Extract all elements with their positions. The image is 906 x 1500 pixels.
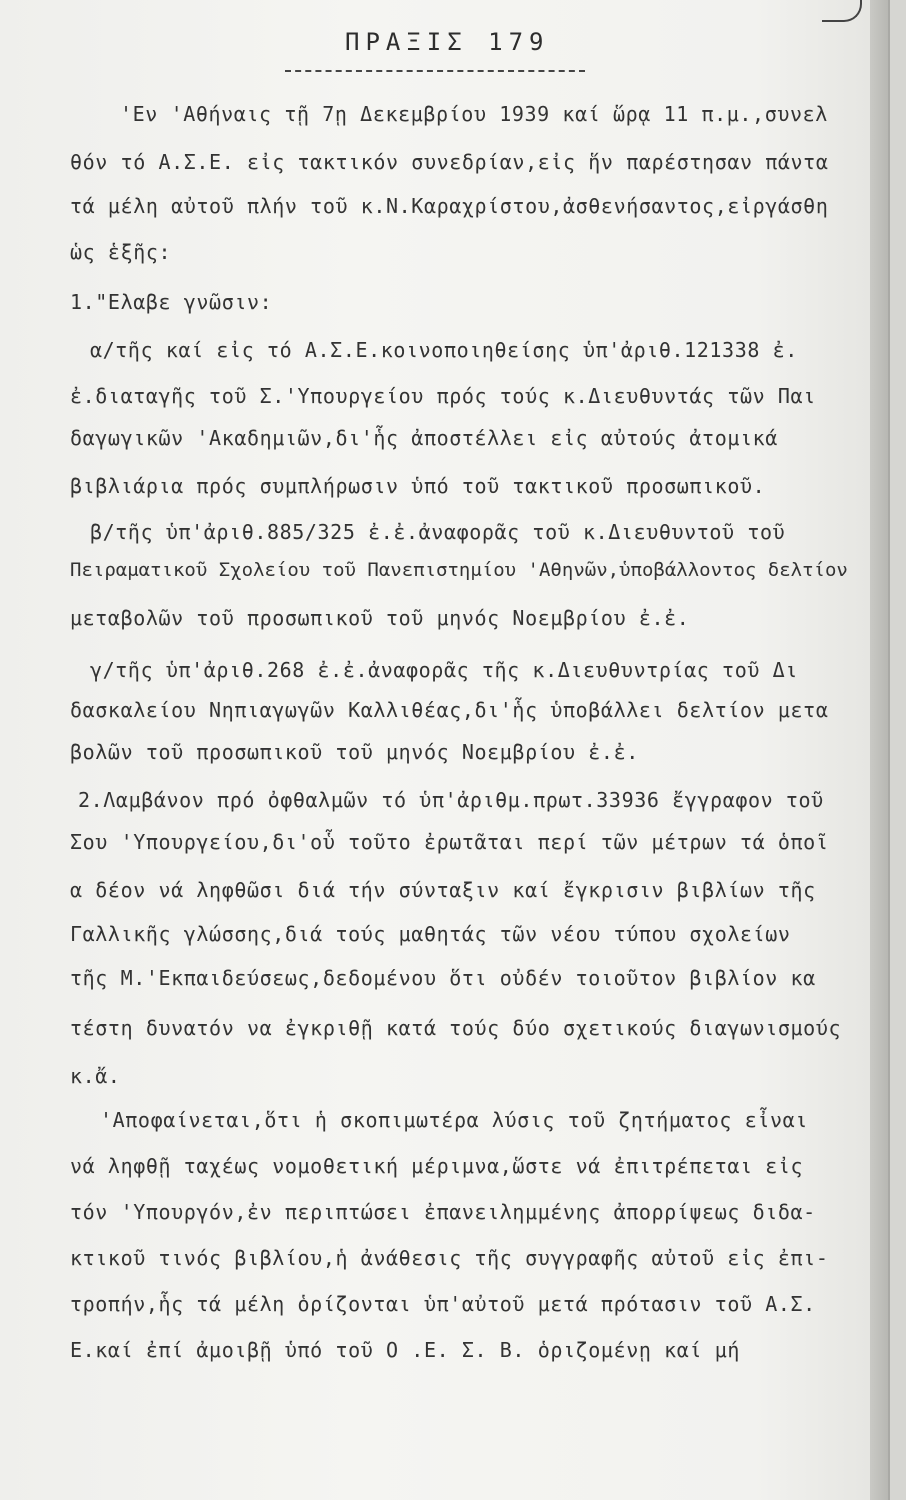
body-line: κ.ἄ. <box>70 1064 121 1088</box>
section-heading: 1."Ελαβε γνῶσιν: <box>70 290 273 314</box>
body-line: τέστη δυνατόν να ἐγκριθῇ κατά τούς δύο σχετικούς διαγωνισμούς <box>70 1016 842 1040</box>
body-line: βιβλιάρια πρός συμπλήρωσιν ὑπό τοῦ τακτικοῦ προσωπικοῦ. <box>70 474 766 498</box>
body-line: κτικοῦ τινός βιβλίου,ἡ ἀνάθεσις τῆς συγγραφῆς αὐτοῦ εἰς ἐπι- <box>70 1246 829 1270</box>
page-edge <box>870 0 888 1500</box>
title-underline <box>285 70 585 72</box>
body-line: ἐ.διαταγῆς τοῦ Σ.'Υπουργείου πρός τούς κ.Διευθυντάς τῶν Παι <box>70 384 816 408</box>
document-title: ΠΡΑΞΙΣ 179 <box>345 28 550 56</box>
body-line: τροπήν,ἧς τά μέλη ὁρίζονται ὑπ'αὐτοῦ μετά πρότασιν τοῦ Α.Σ. <box>70 1292 816 1316</box>
body-line: τά μέλη αὐτοῦ πλήν τοῦ κ.Ν.Καραχρίστου,ἀσθενήσαντος,εἰργάσθη <box>70 194 829 218</box>
body-line: Ε.καί ἐπί ἀμοιβῇ ὑπό τοῦ Ο .Ε. Σ. Β. ὁριζομένῃ καί μή <box>70 1338 740 1362</box>
body-line: β/τῆς ὑπ'ἀριθ.885/325 ἐ.ἐ.ἀναφορᾶς τοῦ κ.Διευθυντοῦ τοῦ <box>90 520 786 544</box>
body-line: α δέον νά ληφθῶσι διά τήν σύνταξιν καί ἔγκρισιν βιβλίων τῆς <box>70 878 816 902</box>
body-line: Γαλλικῆς γλώσσης,διά τούς μαθητάς τῶν νέου τύπου σχολείων <box>70 922 791 946</box>
body-line: θόν τό Α.Σ.Ε. εἰς τακτικόν συνεδρίαν,εἰς ἥν παρέστησαν πάντα <box>70 150 829 174</box>
body-line: α/τῆς καί εἰς τό Α.Σ.Ε.κοινοποιηθείσης ὑπ'ἀριθ.121338 ἐ. <box>90 338 798 362</box>
body-line: βολῶν τοῦ προσωπικοῦ τοῦ μηνός Νοεμβρίου ἐ.ἐ. <box>70 740 639 764</box>
body-line: Σου 'Υπουργείου,δι'οὗ τοῦτο ἐρωτᾶται περί τῶν μέτρων τά ὁποῖ <box>70 830 829 854</box>
body-line: γ/τῆς ὑπ'ἀριθ.268 ἐ.ἐ.ἀναφορᾶς τῆς κ.Διευθυντρίας τοῦ Δι <box>90 658 798 682</box>
body-line: 'Αποφαίνεται,ὅτι ἡ σκοπιμωτέρα λύσις τοῦ ζητήματος εἶναι <box>100 1108 808 1132</box>
body-line: τόν 'Υπουργόν,ἐν περιπτώσει ἐπανειλημμένης ἀπορρίψεως διδα- <box>70 1200 816 1224</box>
body-line: τῆς Μ.'Εκπαιδεύσεως,δεδομένου ὅτι οὐδέν τοιοῦτον βιβλίον κα <box>70 966 816 990</box>
body-line: 'Εν 'Αθήναις τῇ 7ῃ Δεκεμβρίου 1939 καί ὥρᾳ 11 π.μ.,συνελ <box>120 102 828 126</box>
body-line: ὡς ἑξῆς: <box>70 240 172 264</box>
body-line: νά ληφθῇ ταχέως νομοθετική μέριμνα,ὥστε νά ἐπιτρέπεται εἰς <box>70 1154 804 1178</box>
body-line: δασκαλείου Νηπιαγωγῶν Καλλιθέας,δι'ἧς ὑποβάλλει δελτίον μετα <box>70 698 829 722</box>
body-line: μεταβολῶν τοῦ προσωπικοῦ τοῦ μηνός Νοεμβρίου ἐ.ἐ. <box>70 606 690 630</box>
section-heading: 2.Λαμβάνον πρό ὀφθαλμῶν τό ὑπ'ἀριθμ.πρωτ.33936 ἔγγραφον τοῦ <box>78 788 824 812</box>
handwritten-mark-icon <box>822 0 862 22</box>
body-line: δαγωγικῶν 'Ακαδημιῶν,δι'ἧς ἀποστέλλει εἰς αὐτούς ἀτομικά <box>70 426 778 450</box>
body-line: Πειραματικοῦ Σχολείου τοῦ Πανεπιστημίου 'Αθηνῶν,ὑποβάλλοντος δελτίον <box>70 559 848 581</box>
